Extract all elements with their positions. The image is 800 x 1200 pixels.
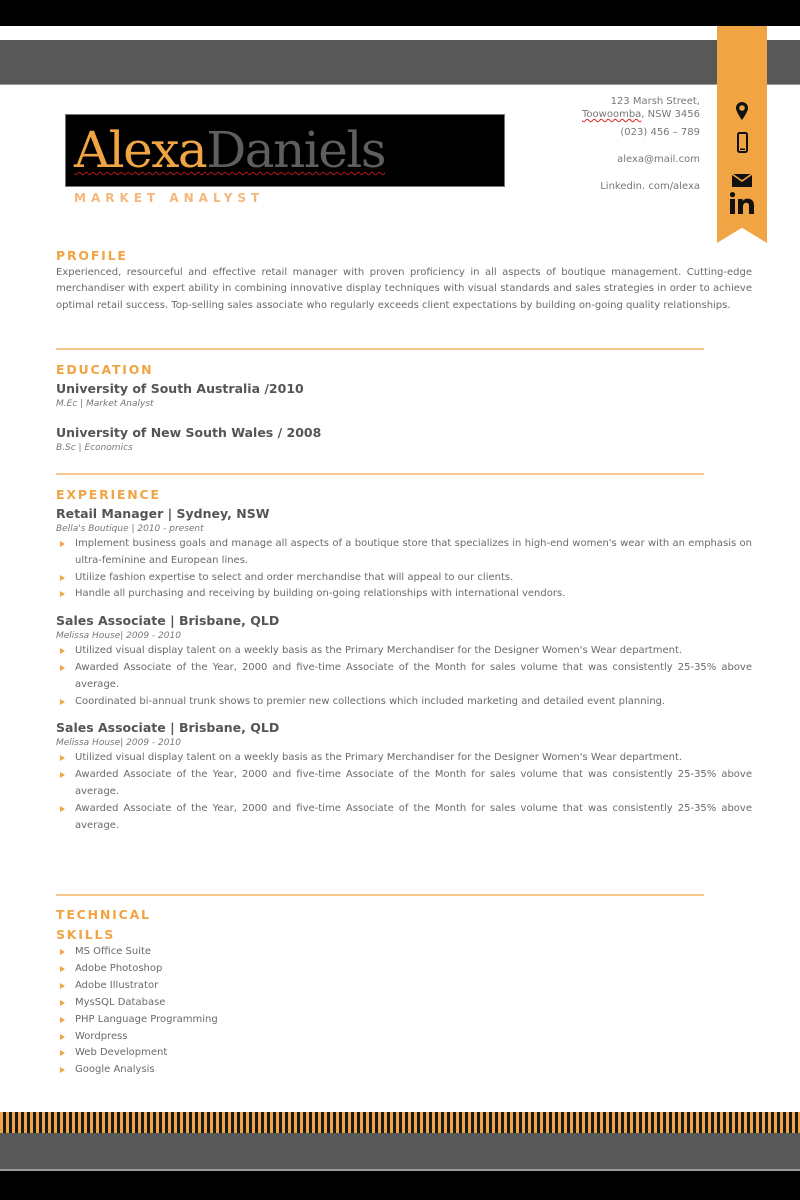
skill-item: Wordpress <box>56 1029 752 1046</box>
skill-item: Web Development <box>56 1045 752 1062</box>
education-school: University of New South Wales / 2008 <box>56 425 322 440</box>
contact-info <box>582 97 700 195</box>
phone-icon <box>717 132 767 153</box>
divider <box>56 894 704 896</box>
top-black-bar <box>0 0 800 26</box>
profile-text: Experienced, resourceful and effective retail manager with proven proficiency in all aspects of boutique management. Cutting-edge merchandiser with expert ability in combining innovative display techniques with visual standards and sales strategies in order to achieve optimal retail success. Top-selling sales associate who regularly exceeds client expectations by building on-going quality relationships. <box>56 267 752 311</box>
bottom-black-bar <box>0 1171 800 1200</box>
job-bullet: Awarded Associate of the Year, 2000 and five-time Associate of the Month for sales volume that was consistently 25-35% above average. <box>56 767 752 801</box>
last-name: Daniels <box>206 121 386 179</box>
linkedin-url: Linkedin. com/alexa <box>600 181 700 192</box>
job-bullet: Awarded Associate of the Year, 2000 and five-time Associate of the Month for sales volume that was consistently 25-35% above average. <box>56 660 752 694</box>
skill-item: MysSQL Database <box>56 995 752 1012</box>
job-bullet: Utilized visual display talent on a weekly basis as the Primary Merchandiser for the Designer Women's Wear department. <box>56 750 752 767</box>
contact-ribbon <box>717 26 767 243</box>
skills-heading-line1: TECHNICAL <box>56 907 151 922</box>
skill-item: PHP Language Programming <box>56 1012 752 1029</box>
job-bullet: Awarded Associate of the Year, 2000 and five-time Associate of the Month for sales volume that was consistently 25-35% above average. <box>56 801 752 835</box>
education-degree: M.Ec | Market Analyst <box>56 399 154 409</box>
job-bullet: Coordinated bi-annual trunk shows to premier new collections which included marketing and detailed event planning. <box>56 694 752 711</box>
skill-item: Adobe Photoshop <box>56 961 752 978</box>
job-entry-company: Melissa House| 2009 - 2010 <box>56 738 181 749</box>
phone-number: (023) 456 – 789 <box>620 127 700 138</box>
divider <box>56 348 704 350</box>
email-icon <box>717 174 767 187</box>
job-entry <box>56 611 752 710</box>
job-entry-title: Sales Associate | Brisbane, QLD <box>56 720 280 736</box>
job-title: MARKET ANALYST <box>74 191 265 205</box>
job-bullet: Utilize fashion expertise to select and order merchandise that will appeal to our clients. <box>56 570 752 587</box>
first-name: Alexa <box>74 121 207 179</box>
education-heading: EDUCATION <box>56 362 154 377</box>
footer-stripe-pattern <box>0 1112 800 1133</box>
linkedin-icon <box>717 192 767 214</box>
skill-item: Adobe Illustrator <box>56 978 752 995</box>
education-section <box>56 360 752 455</box>
experience-heading: EXPERIENCE <box>56 487 161 502</box>
job-entry-title: Retail Manager | Sydney, NSW <box>56 506 270 521</box>
address-line2 <box>582 110 700 123</box>
address-rest: , NSW 3456 <box>641 109 700 120</box>
address-line1: 123 Marsh Street, <box>610 96 700 107</box>
email-address: alexa@mail.com <box>617 154 700 165</box>
candidate-name <box>74 121 385 179</box>
skill-item: MS Office Suite <box>56 944 752 961</box>
experience-section <box>56 485 752 834</box>
header-gray-band <box>0 40 800 85</box>
skills-heading-line2: SKILLS <box>56 927 116 942</box>
footer-gray-band <box>0 1133 800 1171</box>
divider <box>56 473 704 475</box>
map-pin-icon <box>717 102 767 120</box>
skill-item: Google Analysis <box>56 1062 752 1079</box>
job-bullet: Utilized visual display talent on a weekly basis as the Primary Merchandiser for the Designer Women's Wear department. <box>56 643 752 660</box>
job-entry <box>56 504 752 603</box>
job-bullet: Implement business goals and manage all aspects of a boutique store that specializes in high-end women's wear with an emphasis on ultra-feminine and European lines. <box>56 536 752 570</box>
job-entry-company: Bella's Boutique | 2010 - present <box>56 524 204 534</box>
skills-section <box>56 905 752 1079</box>
job-bullet: Handle all purchasing and receiving by building on-going relationships with international vendors. <box>56 586 752 603</box>
job-entry-title: Sales Associate | Brisbane, QLD <box>56 613 280 629</box>
job-entry-company: Melissa House| 2009 - 2010 <box>56 631 181 642</box>
name-banner <box>65 114 505 187</box>
profile-section <box>56 246 752 314</box>
job-entry <box>56 718 752 834</box>
education-degree: B.Sc | Economics <box>56 443 133 453</box>
education-school: University of South Australia /2010 <box>56 381 304 396</box>
address-city: Toowoomba <box>582 109 642 120</box>
profile-heading: PROFILE <box>56 248 128 263</box>
